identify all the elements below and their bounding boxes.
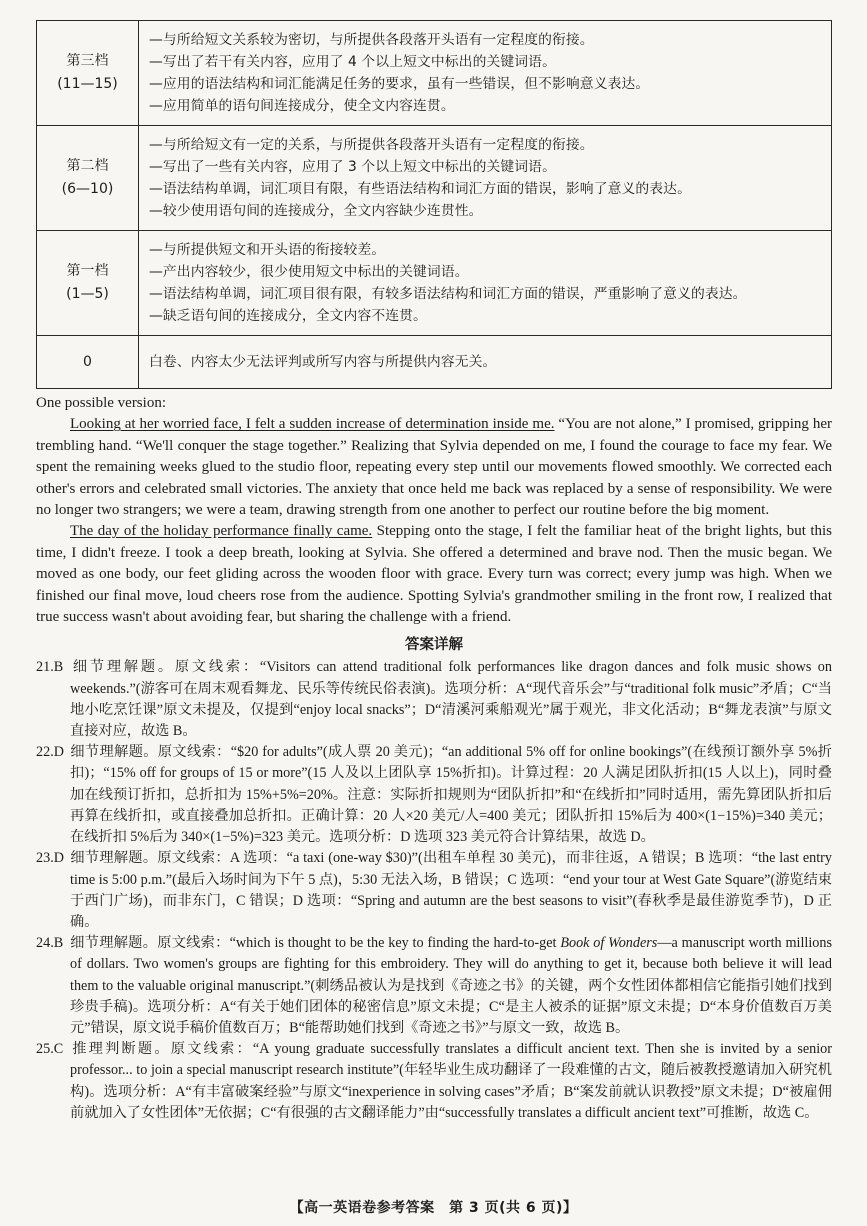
rubric-row-level-2 xyxy=(37,126,832,231)
answer-text: —a manuscript worth millions of dollars. Two women's groups are fighting for this embroidery. They will do anything to get it, because both believe it will lead them to the valuable original manuscript.”(刺绣品被认为是找到《奇迹之书》的关键，两个女性团体都相信它能指引她们找到珍贵手稿)。选项分析：A“有关于她们团体的秘密信息”原文未提；C“是主人被杀的证据”原文未提；D“本身价值数百万美元”错误，原文说手稿价值数百万；B“能帮助她们找到《奇迹之书》”与原文一致，故选 B。 xyxy=(70,935,832,1036)
essay-label: One possible version: xyxy=(36,395,166,411)
answer-number: 24.B xyxy=(36,935,64,952)
answer-item xyxy=(36,848,832,933)
rubric-criterion: —语法结构单调，词汇项目很有限，有较多语法结构和词汇方面的错误，严重影响了意义的表达。 xyxy=(149,286,747,302)
rubric-level-name: 第一档 xyxy=(66,263,109,279)
rubric-criterion: —产出内容较少，很少使用短文中标出的关键词语。 xyxy=(149,264,469,280)
answer-text: 细节理解题。原文线索：“$20 for adults”(成人票 20 美元)；“an additional 5% off for online bookings”(在线预订额外享 5%折扣)；“15% off for groups of 15 or more”(15 人及以上团队享 15%折扣)。计算过程：20 人满足团队折扣(15 人以上)，同时叠加在线预订折扣，总折扣为 15%+5%=20%。注意：实际折扣规则为“团队折扣”和“在线折扣”同时适用，需先算团队折扣后再算在线折扣，或直接叠加总折扣。正确计算：20 人×20 美元/人=400 美元；团队折扣 15%后为 400×(1−15%)=340 美元；在线折扣 5%后为 340×(1−5%)=323 美元。选项分析：D 选项 323 美元符合计算结果，故选 D。 xyxy=(70,744,832,846)
essay-paragraph-text: “You are not alone,” I promised, gripping her trembling hand. “We'll conquer the stage together.” Realizing that Sylvia depended on me, I found the courage to face my fear. We spent the remaining weeks glued to the studio floor, repeating every step until our movements flowed smoothly. We corrected each other's errors and celebrated small victories. The anxiety that once held me back was replaced by a sense of responsibility. We were no longer two strangers; we were a team, drawing strength from one another to perfect our routine before the big moment. xyxy=(36,416,832,519)
answer-number: 22.D xyxy=(36,744,64,761)
answer-explanations xyxy=(36,657,832,1123)
rubric-criterion: —较少使用语句间的连接成分，全文内容缺少连贯性。 xyxy=(149,203,483,219)
answer-item xyxy=(36,657,832,742)
answer-item xyxy=(36,933,832,1039)
rubric-criterion: —与所给短文关系较为密切，与所提供各段落开头语有一定程度的衔接。 xyxy=(149,32,594,48)
rubric-criterion: —与所提供短文和开头语的衔接较差。 xyxy=(149,242,386,258)
answer-item xyxy=(36,1039,832,1124)
rubric-row-level-1 xyxy=(37,231,832,336)
rubric-level-name: 第三档 xyxy=(66,53,109,69)
rubric-level-cell xyxy=(37,21,139,126)
answers-section-title: 答案详解 xyxy=(405,637,463,654)
rubric-row-level-3 xyxy=(37,21,832,126)
answer-text: 推理判断题。原文线索：“A young graduate successfully translates a difficult ancient text. Then she is invited by a senior professor... to join a special manuscript research institute”(年轻毕业生成功翻译了一段难懂的古文，随后被教授邀请加入研究机构)。选项分析：A“有丰富破案经验”与原文“inexperience in solving cases”矛盾；B“案发前就认识教授”原文未提；D“被雇佣前就加入了女性团体”无依据；C“有很强的古文翻译能力”由“successfully translates a difficult ancient text”可推断，故选 C。 xyxy=(70,1041,832,1121)
rubric-level-name: 0 xyxy=(83,353,92,370)
rubric-criterion: —缺乏语句间的连接成分，全文内容不连贯。 xyxy=(149,308,427,324)
essay-paragraph-opening: The day of the holiday performance finally came. xyxy=(70,523,373,540)
answer-text: 细节理解题。原文线索：A 选项：“a taxi (one-way $30)”(出租车单程 30 美元)，而非往返，A 错误；B 选项：“the last entry time is 5:00 p.m.”(最后入场时间为下午 5 点)，5:30 无法入场，B 错误；C 选项：“end your tour at West Gate Square”(游览结束于西门广场)，而非东门，C 错误；D 选项：“Spring and autumn are the best seasons to visit”(春秋季是最佳游览季节)，D 正确。 xyxy=(70,850,832,930)
rubric-row-level-0 xyxy=(37,336,832,389)
rubric-criterion: —语法结构单调，词汇项目有限，有些语法结构和词汇方面的错误，影响了意义的表达。 xyxy=(149,181,691,197)
rubric-criterion: —应用简单的语句间连接成分，使全文内容连贯。 xyxy=(149,98,455,114)
sample-essay xyxy=(36,393,832,628)
page-body xyxy=(36,20,832,1124)
rubric-criteria-cell xyxy=(139,126,832,231)
page-footer: 【高一英语卷参考答案 第 3 页(共 6 页)】 xyxy=(289,1200,578,1216)
essay-paragraph-opening: Looking at her worried face, I felt a sudden increase of determination inside me. xyxy=(70,416,555,433)
essay-paragraph-1 xyxy=(36,414,832,521)
answer-item xyxy=(36,742,832,848)
rubric-criteria-cell xyxy=(139,336,832,389)
rubric-criterion: 白卷、内容太少无法评判或所写内容与所提供内容无关。 xyxy=(149,354,497,370)
rubric-level-range: (1—5) xyxy=(66,286,109,302)
rubric-criterion: —写出了若干有关内容，应用了 4 个以上短文中标出的关键词语。 xyxy=(149,54,556,70)
rubric-criteria-cell xyxy=(139,21,832,126)
rubric-level-cell xyxy=(37,231,139,336)
rubric-criterion: —写出了一些有关内容，应用了 3 个以上短文中标出的关键词语。 xyxy=(149,159,556,175)
rubric-level-range: (6—10) xyxy=(61,181,114,197)
rubric-level-cell xyxy=(37,126,139,231)
rubric-criteria-cell xyxy=(139,231,832,336)
rubric-criterion: —与所给短文有一定的关系，与所提供各段落开头语有一定程度的衔接。 xyxy=(149,137,594,153)
answer-text: 细节理解题。原文线索：“Visitors can attend traditional folk performances like dragon dances and folk music shows on weekends.”(游客可在周末观看舞龙、民乐等传统民俗表演)。选项分析：A“现代音乐会”与“traditional folk music”矛盾；C“当地小吃烹饪课”原文未提及，仅提到“enjoy local snacks”；D“清溪河乘船观光”属于观光，非文化活动；B“舞龙表演”与原文直接对应，故选 B。 xyxy=(70,659,832,740)
answer-number: 21.B xyxy=(36,659,64,676)
rubric-level-name: 第二档 xyxy=(66,158,109,174)
answer-text: 细节理解题。原文线索：“which is thought to be the key to finding the hard-to-get xyxy=(70,935,561,952)
rubric-level-cell xyxy=(37,336,139,389)
book-title: Book of Wonders xyxy=(560,935,658,952)
scoring-rubric-table xyxy=(36,20,832,389)
answer-number: 25.C xyxy=(36,1041,64,1058)
answer-number: 23.D xyxy=(36,850,64,867)
essay-paragraph-2 xyxy=(36,521,832,628)
rubric-criterion: —应用的语法结构和词汇能满足任务的要求，虽有一些错误，但不影响意义表达。 xyxy=(149,76,650,92)
rubric-level-range: (11—15) xyxy=(57,76,118,92)
essay-paragraph-text: Stepping onto the stage, I felt the familiar heat of the bright lights, but this time, I didn't freeze. I took a deep breath, looking at Sylvia. She offered a determined and brave nod. Then the music began. We moved as one body, our feet gliding across the wooden floor with grace. Every turn was correct; every jump was high. When we finished our final move, loud cheers rose from the audience. Spotting Sylvia's grandmother smiling in the front row, I realized that true success wasn't about avoiding fear, but sharing the challenge with a friend. xyxy=(36,523,832,626)
